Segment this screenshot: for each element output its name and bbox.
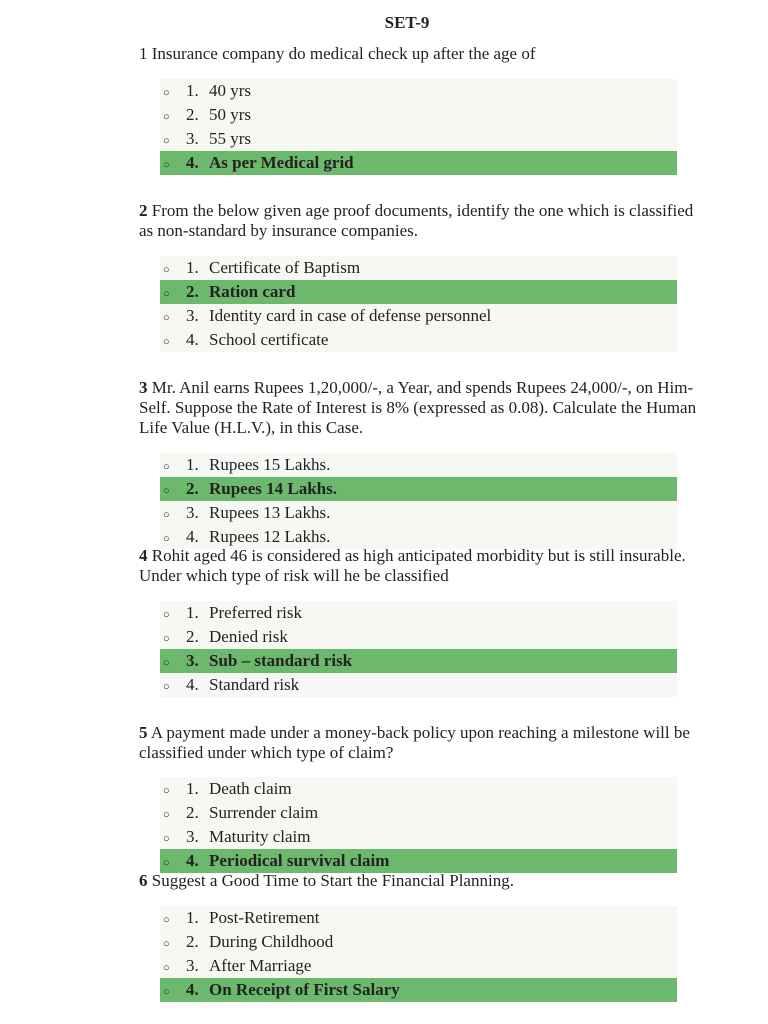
question-4	[139, 546, 699, 586]
question-text: A payment made under a money-back policy upon reaching a milestone will be classified under which type of claim?	[139, 723, 690, 762]
circle-bullet-icon: ○	[163, 657, 170, 669]
option-2-3[interactable]	[160, 304, 677, 328]
option-3-2-correct[interactable]	[160, 477, 677, 501]
option-label: Post-Retirement	[209, 908, 320, 927]
circle-bullet-icon: ○	[163, 833, 170, 845]
options-list-1	[160, 79, 677, 175]
question-1	[139, 44, 699, 64]
circle-bullet-icon: ○	[163, 986, 170, 998]
question-number: 2	[139, 201, 148, 220]
option-index: 4.	[186, 330, 199, 349]
option-index: 2.	[186, 105, 199, 124]
option-6-2[interactable]	[160, 930, 677, 954]
option-index: 2.	[186, 282, 199, 301]
option-label: On Receipt of First Salary	[209, 980, 400, 999]
option-4-3-correct[interactable]	[160, 649, 677, 673]
option-label: After Marriage	[209, 956, 312, 975]
option-label: Rupees 12 Lakhs.	[209, 527, 331, 546]
question-2	[139, 201, 699, 241]
option-label: During Childhood	[209, 932, 334, 951]
option-1-4-correct[interactable]	[160, 151, 677, 175]
option-index: 1.	[186, 81, 199, 100]
question-5	[139, 723, 699, 763]
option-label: As per Medical grid	[209, 153, 354, 172]
circle-bullet-icon: ○	[163, 111, 170, 123]
question-text: Suggest a Good Time to Start the Financial Planning.	[151, 871, 514, 890]
option-index: 1.	[186, 779, 199, 798]
option-index: 3.	[186, 956, 199, 975]
option-4-1[interactable]	[160, 601, 677, 625]
option-label: 50 yrs	[209, 105, 252, 124]
question-number: 5	[139, 723, 148, 742]
option-label: Rupees 14 Lakhs.	[209, 479, 338, 498]
circle-bullet-icon: ○	[163, 914, 170, 926]
option-index: 2.	[186, 803, 199, 822]
option-label: Sub – standard risk	[209, 651, 353, 670]
option-label: School certificate	[209, 330, 329, 349]
question-number: 6	[139, 871, 148, 890]
option-5-4-correct[interactable]	[160, 849, 677, 873]
option-index: 1.	[186, 603, 199, 622]
circle-bullet-icon: ○	[163, 809, 170, 821]
set-title: SET-9	[384, 13, 430, 32]
option-index: 4.	[186, 980, 199, 999]
circle-bullet-icon: ○	[163, 938, 170, 950]
option-index: 3.	[186, 306, 199, 325]
option-index: 3.	[186, 503, 199, 522]
option-6-4-correct[interactable]	[160, 978, 677, 1002]
question-6	[139, 871, 699, 891]
circle-bullet-icon: ○	[163, 857, 170, 869]
circle-bullet-icon: ○	[163, 509, 170, 521]
option-2-2-correct[interactable]	[160, 280, 677, 304]
option-index: 1.	[186, 455, 199, 474]
option-1-2[interactable]	[160, 103, 677, 127]
circle-bullet-icon: ○	[163, 609, 170, 621]
option-label: Rupees 15 Lakhs.	[209, 455, 331, 474]
options-list-6	[160, 906, 677, 1002]
option-label: Death claim	[209, 779, 292, 798]
option-5-1[interactable]	[160, 777, 677, 801]
option-4-2[interactable]	[160, 625, 677, 649]
circle-bullet-icon: ○	[163, 336, 170, 348]
option-index: 2.	[186, 627, 199, 646]
options-list-4	[160, 601, 677, 697]
option-label: Preferred risk	[209, 603, 302, 622]
option-index: 2.	[186, 479, 199, 498]
circle-bullet-icon: ○	[163, 87, 170, 99]
option-index: 4.	[186, 527, 199, 546]
option-index: 3.	[186, 827, 199, 846]
option-label: Maturity claim	[209, 827, 311, 846]
options-list-5	[160, 777, 677, 873]
circle-bullet-icon: ○	[163, 681, 170, 693]
circle-bullet-icon: ○	[163, 533, 170, 545]
option-1-3[interactable]	[160, 127, 677, 151]
circle-bullet-icon: ○	[163, 264, 170, 276]
options-list-2	[160, 256, 677, 352]
option-index: 4.	[186, 851, 199, 870]
circle-bullet-icon: ○	[163, 962, 170, 974]
option-label: Ration card	[209, 282, 296, 301]
option-index: 4.	[186, 153, 199, 172]
option-label: Periodical survival claim	[209, 851, 390, 870]
circle-bullet-icon: ○	[163, 288, 170, 300]
circle-bullet-icon: ○	[163, 461, 170, 473]
option-label: 55 yrs	[209, 129, 252, 148]
option-2-1[interactable]	[160, 256, 677, 280]
option-3-1[interactable]	[160, 453, 677, 477]
option-label: Identity card in case of defense personnel	[209, 306, 492, 325]
option-index: 4.	[186, 675, 199, 694]
option-label: Certificate of Baptism	[209, 258, 361, 277]
option-index: 2.	[186, 932, 199, 951]
option-4-4[interactable]	[160, 673, 677, 697]
question-text: From the below given age proof documents, identify the one which is classified as non-standard by insurance companies.	[139, 201, 694, 240]
option-1-1[interactable]	[160, 79, 677, 103]
option-index: 3.	[186, 129, 199, 148]
option-3-3[interactable]	[160, 501, 677, 525]
question-number: 3	[139, 378, 148, 397]
option-label: Denied risk	[209, 627, 288, 646]
circle-bullet-icon: ○	[163, 485, 170, 497]
option-index: 3.	[186, 651, 199, 670]
question-number: 4	[139, 546, 148, 565]
option-label: Surrender claim	[209, 803, 319, 822]
option-label: 40 yrs	[209, 81, 252, 100]
circle-bullet-icon: ○	[163, 633, 170, 645]
option-2-4[interactable]	[160, 328, 677, 352]
option-label: Standard risk	[209, 675, 300, 694]
question-text: Rohit aged 46 is considered as high anticipated morbidity but is still insurable. Under which type of risk will he be classified	[139, 546, 686, 585]
circle-bullet-icon: ○	[163, 159, 170, 171]
option-5-2[interactable]	[160, 801, 677, 825]
circle-bullet-icon: ○	[163, 785, 170, 797]
question-text: Insurance company do medical check up after the age of	[151, 44, 536, 63]
option-label: Rupees 13 Lakhs.	[209, 503, 331, 522]
question-number: 1	[139, 44, 148, 63]
question-text: Mr. Anil earns Rupees 1,20,000/-, a Year, and spends Rupees 24,000/-, on Him-Self. Suppose the Rate of Interest is 8% (expressed as 0.08). Calculate the Human Life Value (H.L.V.), in this Case.	[139, 378, 697, 437]
option-6-3[interactable]	[160, 954, 677, 978]
options-list-3	[160, 453, 677, 549]
circle-bullet-icon: ○	[163, 312, 170, 324]
option-index: 1.	[186, 258, 199, 277]
question-3	[139, 378, 699, 438]
option-index: 1.	[186, 908, 199, 927]
option-5-3[interactable]	[160, 825, 677, 849]
circle-bullet-icon: ○	[163, 135, 170, 147]
option-6-1[interactable]	[160, 906, 677, 930]
